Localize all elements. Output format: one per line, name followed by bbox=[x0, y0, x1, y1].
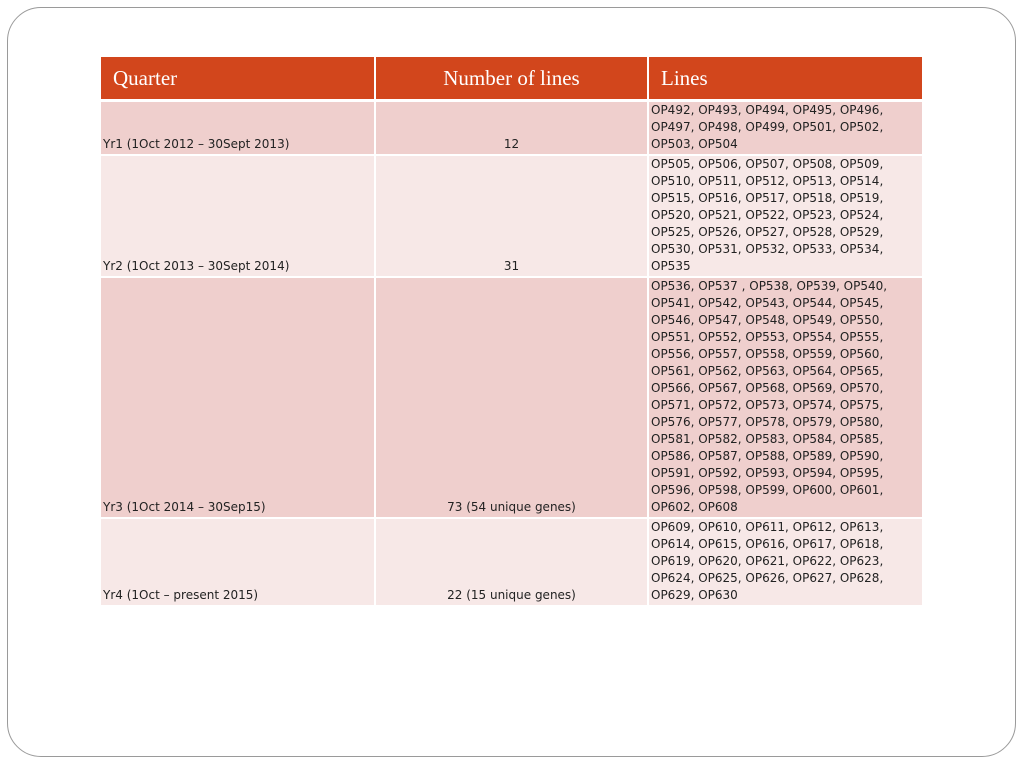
table-header-row bbox=[101, 57, 922, 101]
header-lines: Lines bbox=[648, 57, 922, 101]
lines-cell: OP536, OP537 , OP538, OP539, OP540, OP541, OP542, OP543, OP544, OP545, OP546, OP547, OP548, OP549, OP550, OP551, OP552, OP553, OP554, OP555, OP556, OP557, OP558, OP559, OP560, OP561, OP562, OP563, OP564, OP565, OP566, OP567, OP568, OP569, OP570, OP571, OP572, OP573, OP574, OP575, OP576, OP577, OP578, OP579, OP580, OP581, OP582, OP583, OP584, OP585, OP586, OP587, OP588, OP589, OP590, OP591, OP592, OP593, OP594, OP595, OP596, OP598, OP599, OP600, OP601, OP602, OP608 bbox=[648, 277, 922, 518]
lines-cell: OP609, OP610, OP611, OP612, OP613, OP614, OP615, OP616, OP617, OP618, OP619, OP620, OP621, OP622, OP623, OP624, OP625, OP626, OP627, OP628, OP629, OP630 bbox=[648, 518, 922, 606]
lines-table bbox=[101, 57, 922, 607]
quarter-cell: Yr4 (1Oct – present 2015) bbox=[101, 518, 375, 606]
lines-cell: OP505, OP506, OP507, OP508, OP509, OP510, OP511, OP512, OP513, OP514, OP515, OP516, OP517, OP518, OP519, OP520, OP521, OP522, OP523, OP524, OP525, OP526, OP527, OP528, OP529, OP530, OP531, OP532, OP533, OP534, OP535 bbox=[648, 155, 922, 277]
table-row bbox=[101, 277, 922, 518]
quarter-cell: Yr1 (1Oct 2012 – 30Sept 2013) bbox=[101, 101, 375, 156]
lines-cell: OP492, OP493, OP494, OP495, OP496, OP497, OP498, OP499, OP501, OP502, OP503, OP504 bbox=[648, 101, 922, 156]
table-row bbox=[101, 518, 922, 606]
quarter-cell: Yr3 (1Oct 2014 – 30Sep15) bbox=[101, 277, 375, 518]
table-row bbox=[101, 101, 922, 156]
count-cell: 31 bbox=[375, 155, 648, 277]
count-cell: 73 (54 unique genes) bbox=[375, 277, 648, 518]
count-cell: 12 bbox=[375, 101, 648, 156]
table-row bbox=[101, 155, 922, 277]
count-cell: 22 (15 unique genes) bbox=[375, 518, 648, 606]
header-quarter: Quarter bbox=[101, 57, 375, 101]
quarter-cell: Yr2 (1Oct 2013 – 30Sept 2014) bbox=[101, 155, 375, 277]
header-number-of-lines: Number of lines bbox=[375, 57, 648, 101]
